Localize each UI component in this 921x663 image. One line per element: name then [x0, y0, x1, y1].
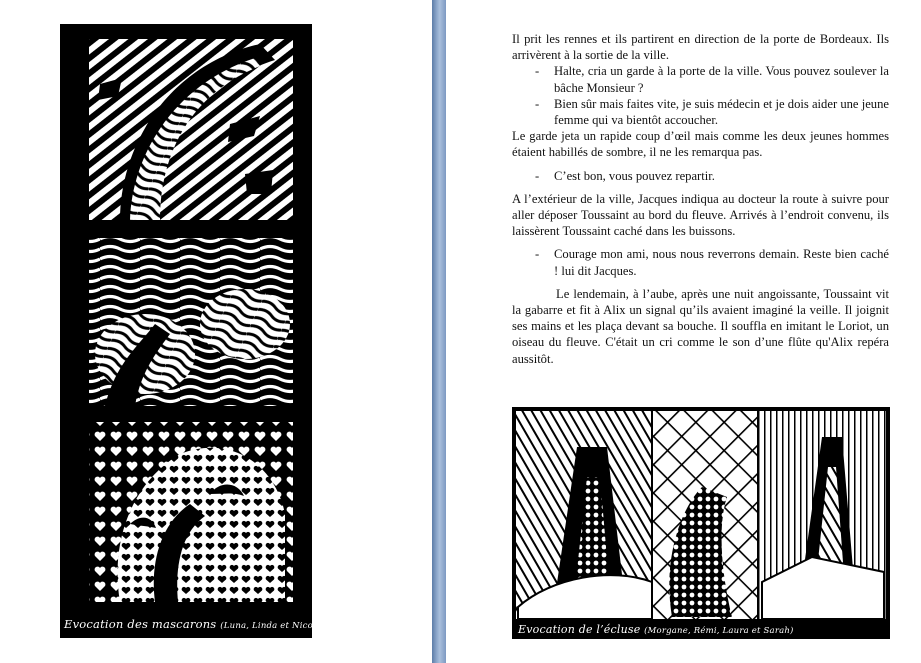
mascarons-caption	[64, 617, 329, 631]
caption-credits: (Morgane, Rémi, Laura et Sarah)	[644, 626, 794, 636]
dialogue-text: Halte, cria un garde à la porte de la ville. Vous pouvez soulever la bâche Monsieur ?	[554, 64, 889, 95]
ecluse-illustration	[512, 407, 890, 639]
caption-main: Evocation de l’écluse	[518, 623, 641, 636]
mascarons-illustration	[60, 24, 312, 638]
page-gutter	[432, 0, 446, 663]
dialogue-text: Bien sûr mais faites vite, je suis médecin et je dois aider une jeune femme qui va bientôt accoucher.	[554, 96, 889, 128]
dialogue-line	[512, 246, 889, 278]
story-text	[512, 31, 889, 367]
dialogue-line	[512, 63, 889, 95]
dialogue-text: C’est bon, vous pouvez repartir.	[554, 168, 715, 183]
left-page	[0, 0, 432, 663]
dash-bullet: -	[535, 247, 540, 262]
dash-bullet: -	[535, 96, 540, 111]
paragraph: Le garde jeta un rapide coup d’œil mais comme les deux jeunes hommes étaient habillés de sombre, il ne les remarqua pas.	[512, 129, 889, 160]
dialogue-line	[512, 168, 889, 184]
mascarons-artwork	[60, 24, 330, 638]
paragraph: A l’extérieur de la ville, Jacques indiqua au docteur la route à suivre pour aller déposer Toussaint au bord du fleuve. Arrivés à l’endroit convenu, ils laissèrent Toussaint caché dans les buissons.	[512, 191, 889, 239]
dialogue-line	[512, 96, 889, 128]
ecluse-caption	[518, 623, 794, 636]
caption-credits: (Luna, Linda et Nicolas)	[220, 621, 330, 631]
dash-bullet: -	[535, 168, 540, 183]
dialogue-text: Courage mon ami, nous nous reverrons demain. Reste bien caché ! lui dit Jacques.	[554, 247, 889, 278]
paragraph: Le lendemain, à l’aube, après une nuit angoissante, Toussaint vit la gabarre et fit à Alix un signal qu’ils avaient imaginé la veille. Il joignit ses mains et les plaça devant sa bouche. Il souffla en imitant le Loriot, un oiseau du fleuve. C'était un cri comme le son d’une flûte qu'Alix repéra aussitôt.	[512, 286, 889, 366]
caption-main: Evocation des mascarons	[64, 617, 217, 631]
ecluse-artwork	[512, 407, 890, 639]
paragraph: Il prit les rennes et ils partirent en direction de la porte de Bordeaux. Ils arrivèrent à la sortie de la ville.	[512, 32, 889, 63]
dash-bullet: -	[535, 64, 540, 79]
